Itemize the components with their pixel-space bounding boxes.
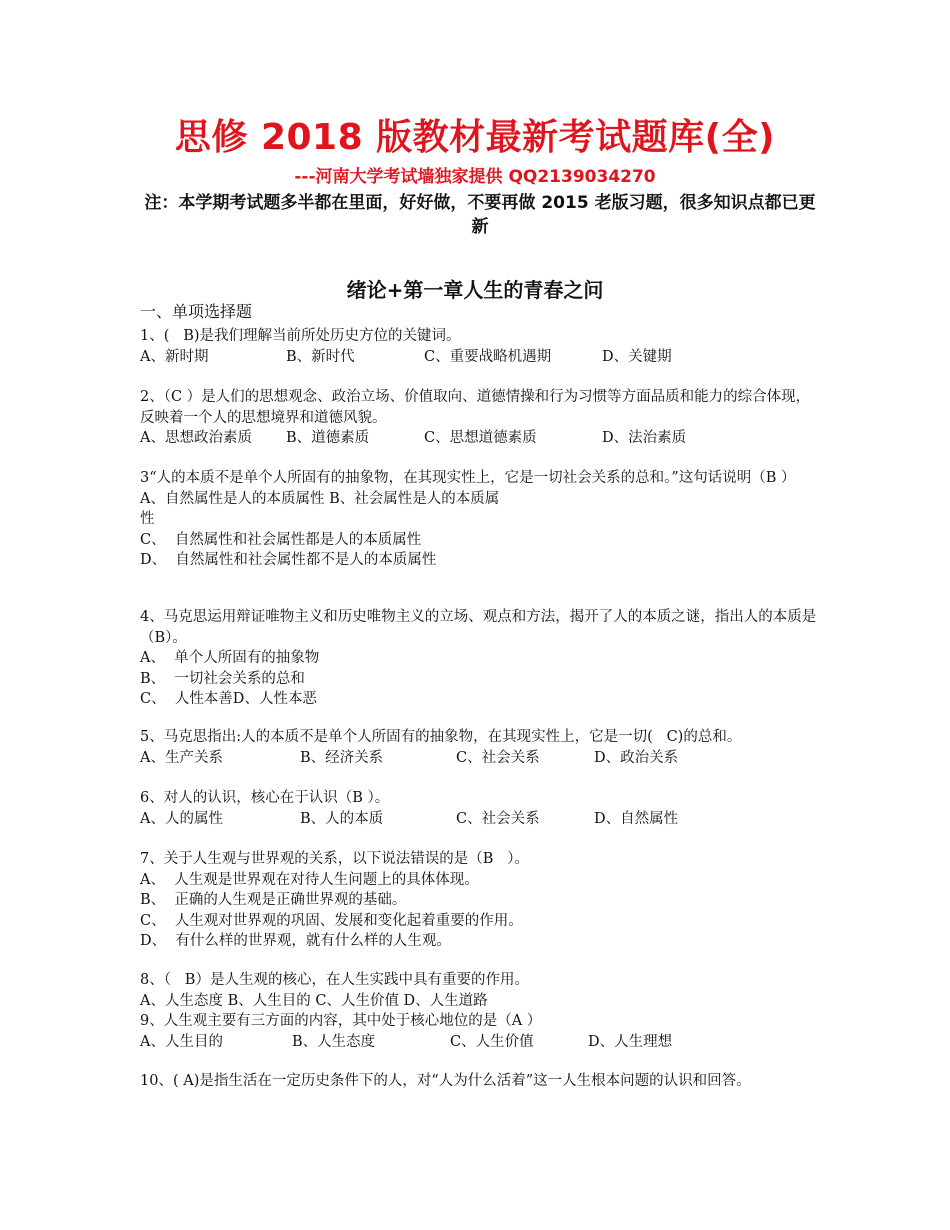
option-a: A、人生目的	[140, 1033, 223, 1050]
question-stem: 1、( B)是我们理解当前所处历史方位的关键词。	[140, 328, 461, 344]
question-8	[140, 970, 820, 1011]
question-stem: 5、马克思指出:人的本质不是单个人所固有的抽象物，在其现实性上，它是一切( C)的总和。	[140, 729, 742, 745]
option-line: 性	[140, 511, 155, 527]
option-row	[140, 1032, 820, 1053]
option-d: D、政治关系	[594, 749, 679, 766]
option-d: D、人生理想	[588, 1033, 673, 1050]
option-a: A、新时期	[140, 348, 209, 365]
option-row	[140, 347, 820, 368]
option-c: C、思想道德素质	[424, 430, 537, 446]
question-7	[140, 849, 820, 952]
option-c: C、社会关系	[456, 810, 540, 827]
option-line: C、 人生观对世界观的巩固、发展和变化起着重要的作用。	[140, 912, 523, 929]
document-subtitle: ---河南大学考试墙独家提供 QQ2139034270	[294, 167, 656, 187]
question-3	[140, 468, 820, 571]
question-4	[140, 607, 820, 710]
option-line: D、 自然属性和社会属性都不是人的本质属性	[140, 552, 437, 568]
document-title: 思修 2018 版教材最新考试题库(全)	[174, 117, 776, 158]
option-row	[140, 428, 820, 449]
option-d: D、自然属性	[594, 810, 679, 827]
section-heading: 一、单项选择题	[140, 302, 253, 321]
question-stem: 7、关于人生观与世界观的关系，以下说法错误的是（B ）。	[140, 851, 529, 867]
question-10	[140, 1071, 820, 1092]
question-stem: 8、（ B）是人生观的核心，在人生实践中具有重要的作用。	[140, 972, 529, 988]
question-stem: 4、马克思运用辩证唯物主义和历史唯物主义的立场、观点和方法，揭开了人的本质之谜，指出人的本质是（B）。	[140, 609, 817, 646]
option-line: A、自然属性是人的本质属性 B、社会属性是人的本质属	[140, 490, 500, 507]
option-line: C、 人性本善D、人性本恶	[140, 691, 317, 707]
option-a: A、生产关系	[140, 749, 223, 766]
option-c: C、重要战略机遇期	[424, 348, 552, 365]
option-c: C、社会关系	[456, 749, 540, 766]
question-stem: 6、对人的认识，核心在于认识（B ）。	[140, 790, 390, 806]
option-line: B、 正确的人生观是正确世界观的基础。	[140, 892, 407, 908]
question-stem: 9、人生观主要有三方面的内容，其中处于核心地位的是（A ）	[140, 1013, 542, 1029]
chapter-heading: 绪论+第一章人生的青春之问	[346, 278, 604, 302]
option-b: B、新时代	[286, 348, 355, 365]
question-2	[140, 387, 820, 449]
option-line: A、人生态度 B、人生目的 C、人生价值 D、人生道路	[140, 992, 488, 1009]
option-line: D、 有什么样的世界观，就有什么样的人生观。	[140, 933, 451, 949]
option-d: D、关键期	[602, 348, 672, 365]
option-c: C、人生价值	[450, 1033, 534, 1050]
option-line: B、 一切社会关系的总和	[140, 670, 305, 687]
question-stem: 10、( A)是指生活在一定历史条件下的人，对“人为什么活着”这一人生根本问题的认识和回答。	[140, 1073, 751, 1089]
option-line: C、 自然属性和社会属性都是人的本质属性	[140, 531, 422, 548]
option-line: A、 人生观是世界观在对待人生问题上的具体体现。	[140, 871, 479, 888]
question-5	[140, 727, 830, 768]
question-stem: 3“人的本质不是单个人所固有的抽象物，在其现实性上，它是一切社会关系的总和。”这句话说明（B ）	[140, 470, 796, 486]
option-a: A、人的属性	[140, 810, 223, 827]
question-6	[140, 788, 820, 829]
question-9	[140, 1011, 820, 1052]
option-d: D、法治素质	[602, 430, 687, 446]
option-line: A、 单个人所固有的抽象物	[140, 650, 320, 666]
option-b: B、道德素质	[286, 430, 370, 446]
option-a: A、思想政治素质	[140, 430, 252, 446]
option-b: B、经济关系	[300, 749, 384, 766]
option-b: B、人生态度	[292, 1033, 376, 1050]
option-row	[140, 748, 830, 769]
question-stem: 2、（C ）是人们的思想观念、政治立场、价值取向、道德情操和行为习惯等方面品质和能力的综合体现，反映着一个人的思想境界和道德风貌。	[140, 389, 811, 426]
option-row	[140, 809, 820, 830]
option-b: B、人的本质	[300, 810, 384, 827]
question-1	[140, 326, 820, 367]
document-note: 注：本学期考试题多半都在里面，好好做，不要再做 2015 老版习题，很多知识点都已更新	[144, 193, 816, 237]
